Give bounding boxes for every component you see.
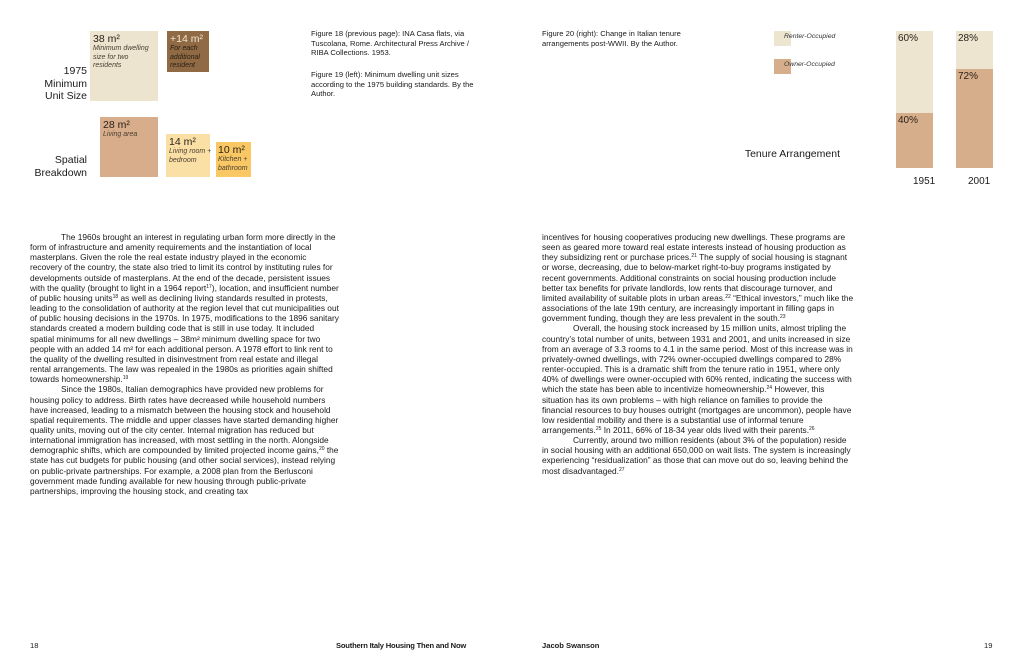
footnote-ref: 23	[779, 314, 786, 321]
x-tick-label: 2001	[968, 176, 991, 187]
paragraph	[542, 323, 854, 435]
box-value: 10 m²	[218, 144, 245, 156]
text-run: Currently, around two million residents (about 3% of the population) reside in social housing with an additional 650,000 on wait lists. The system is increasingly experiencing “residualization” as those that can move out do so, leaving behind the most disadvantaged.	[542, 435, 851, 476]
chart-title: Tenure Arrangement	[744, 148, 840, 160]
footnote-ref: 25	[595, 425, 602, 432]
bar-renter-2001	[956, 31, 993, 69]
bar-label: 72%	[958, 71, 979, 83]
box-desc: Living room +	[169, 148, 212, 155]
text-run: Overall, the housing stock increased by 15 million units, almost tripling the country’s total number of units, between 1931 and 2001, and units increased in size from an average of 3.3 rooms to 4.1 in the same period. Most of this increase was in privately-owned dwellings, with 72% owner-occupied dwellings compared to 28% renter-occupied. This is a dramatic shift from the tenure ratio in 1951, where only 40% of dwellings were owner-occupied with 60% rented, indicating the success with which the state has been able to incentivize homeownership.	[542, 323, 853, 395]
box-desc: resident	[170, 62, 195, 69]
footnote-ref: 26	[809, 425, 815, 432]
footnote-ref: 24	[766, 385, 773, 392]
legend-label-renter: Renter-Occupied	[784, 33, 836, 40]
box-value: 38 m²	[93, 33, 120, 45]
footnote-ref: 27	[619, 466, 625, 473]
running-title: Southern Italy Housing Then and Now	[336, 641, 467, 650]
bar-label: 28%	[958, 33, 979, 44]
body-column-left	[30, 232, 340, 496]
box-desc: additional	[170, 53, 200, 61]
footnote-ref: 17	[206, 283, 212, 290]
text-run: the state has cut budgets for public housing (and other social services), instead relying on public-private partnerships. For example, a 2008 plan from the Berlusconi government made funding available for new housing through public-private partnerships, improving the housing stock, and creating tax	[30, 445, 339, 496]
text-run: incentives for housing cooperatives producing new dwellings. These programs are seen as geared more toward real estate interests instead of housing production as they subsidizing rent or purchase prices.	[542, 232, 846, 263]
text-run: Since the 1980s, Italian demographics have provided new problems for housing policy to address. Birth rates have decreased while household numbers have increased, leading to a mismatch between the housing stock and household spatial requirements. The middle and upper classes have started demanding higher quality units, moving out of the city center. Internal migration has reduced but international immigration has increased, with most settling in the north. Alongside demographic shifts, which are compounded by limited projected income gains,	[30, 384, 339, 456]
paragraph	[542, 232, 854, 323]
footnote-ref: 18	[112, 293, 119, 300]
text-run: “Ethical investors,” much like the associations of the late 19th century, are increasingly important in filling gaps in government funding, though they are less prevalent in the south.	[542, 292, 854, 324]
row-label-line: Minimum	[44, 77, 87, 90]
caption-figure-20: Figure 20 (right): Change in Italian tenure arrangements post-WWII. By the Author.	[542, 29, 681, 48]
box-value: 28 m²	[103, 119, 130, 131]
box-additional	[167, 31, 209, 72]
running-author: Jacob Swanson	[542, 641, 600, 650]
box-value: +14 m²	[170, 33, 203, 45]
row-label-line: Breakdown	[34, 166, 87, 179]
box-desc: For each	[170, 45, 198, 52]
box-desc: Living area	[103, 131, 138, 138]
x-tick-label: 1951	[913, 176, 936, 187]
row-label-minimum-unit-size	[44, 65, 87, 103]
caption-figure-19: Figure 19 (left): Minimum dwelling unit sizes according to the 1975 building standards. By the Author.	[311, 70, 474, 99]
box-value: 14 m²	[169, 136, 196, 148]
row-label-line: Unit Size	[44, 90, 87, 102]
caption-figure-18: Figure 18 (previous page): INA Casa flats, via Tuscolana, Rome. Architectural Press Archive / RIBA Collections. 1953.	[311, 29, 469, 58]
box-desc: residents	[93, 62, 122, 69]
row-label-line: Spatial	[54, 154, 87, 166]
page-number-left: 18	[30, 641, 39, 650]
box-living-room	[166, 134, 210, 177]
text-run: as well as declining living standards resulted in protests, leading to the consolidation of authority at the region level that cut municipalities out of public housing decisions in the 1970s. In 1975, modifications to the 1896 sanitary standards created a modern building code that is still in use today. It included spatial minimums for all new dwellings – 38m² minimum dwelling space for two people with an added 14 m² for each additional person. A 1978 effort to link rent to the quality of the dwelling resulted in disinvestment from real estate and illegal rental arrangements. The law was repealed in the 1980s as priorities again shifted towards homeownership.	[30, 292, 339, 385]
footnote-ref: 21	[691, 253, 697, 260]
text-run: ), location, and insufficient number of public housing units	[30, 282, 339, 303]
paragraph	[30, 384, 340, 496]
footnote-ref: 20	[318, 446, 325, 453]
box-living-area	[100, 117, 158, 177]
page-number-right: 19	[984, 641, 993, 650]
text-run: The 1960s brought an interest in regulating urban form more directly in the form of infrastructure and amenity requirements and the instantiation of local masterplans. Given the role the real estate industry played in the economic recovery of the country, the state also tried to limit its control by instituting rules for developments outside of masterplans. At the end of the decade, persistent issues with the quality (brought to light in a 1964 report	[30, 232, 336, 293]
box-desc: bathroom	[218, 164, 248, 172]
row-label-line: 1975	[63, 65, 87, 77]
footnote-ref: 19	[122, 375, 129, 382]
paragraph	[542, 435, 854, 476]
bar-owner-1951	[896, 113, 933, 168]
text-run: In 2011, 66% of 18-34 year olds lived with their parents.	[601, 424, 810, 435]
box-desc: Minimum dwelling	[93, 45, 149, 52]
bar-label: 60%	[898, 33, 919, 44]
footnote-ref: 22	[725, 293, 731, 300]
paragraph	[30, 232, 340, 384]
row-label-spatial-breakdown	[34, 154, 87, 179]
box-min-dwelling	[90, 31, 158, 101]
bar-owner-2001	[956, 69, 993, 168]
box-desc: bedroom	[169, 156, 197, 164]
bar-label: 40%	[898, 115, 919, 127]
box-desc: Kitchen +	[218, 156, 248, 163]
box-kitchen	[216, 142, 251, 177]
bar-renter-1951	[896, 31, 933, 113]
legend-label-owner: Owner-Occupied	[784, 61, 835, 68]
box-desc: size for two	[93, 53, 129, 61]
text-run: The supply of social housing is stagnant or worse, decreasing, due to below-market right-to-buy programs instigated by recent governments. Additional constraints on social housing production include better tax benefits for private landlords, low rents that discourage turnover, and limited availability of suitable plots in urban areas.	[542, 252, 848, 303]
body-column-right	[542, 232, 854, 476]
text-run: However, this situation has its own problems – with high reliance on families to provide the financial resources to buy houses outright (mortgages are uncommon), people have low residential mobility and there is a substantial use of informal tenure arrangements.	[542, 384, 852, 435]
